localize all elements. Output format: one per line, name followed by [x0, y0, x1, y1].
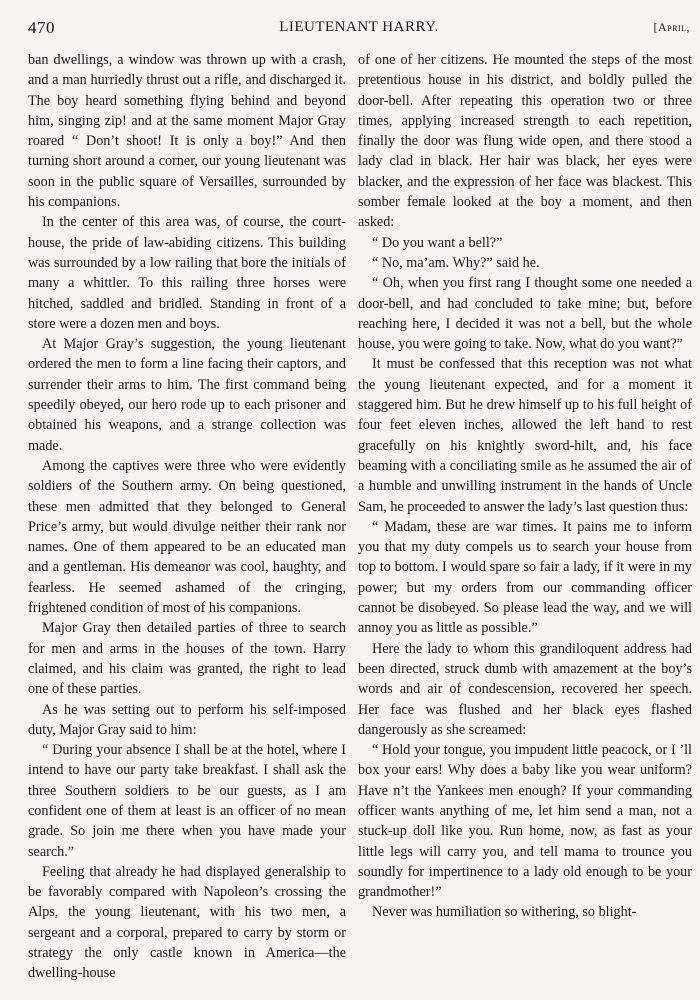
paragraph: Major Gray then detailed parties of three to search for men and arms in the houses of the town. Harry claimed, and his claim was granted, the right to lead one of these parties. [28, 620, 346, 698]
paragraph: As he was setting out to perform his self-imposed duty, Major Gray said to him: [28, 701, 346, 738]
page-number: 470 [28, 18, 55, 37]
issue-month: [April, [653, 20, 690, 34]
paragraph: ban dwellings, a window was thrown up with a crash, and a man hurriedly thrust out a rifle, and discharged it. The boy heard something flying behind and beyond him, singing zip! and at the same moment Major Gray roared “ Don’t shoot! It is only a boy!” And then turning short around a corner, our young lieutenant was soon in the public square of Versailles, surrounded by his companions. [28, 52, 346, 211]
paragraph: Feeling that already he had displayed generalship to be favorably compared with Napoleon’s crossing the Alps, the young lieutenant, with his two men, a sergeant and a corporal, prepared to carry by storm or strategy the only castle known in America—the dwelling-house [28, 863, 346, 982]
running-title: LIEUTENANT HARRY. [279, 19, 439, 35]
paragraph: Never was humiliation so withering, so blight- [372, 904, 637, 921]
paragraph: of one of her citizens. He mounted the steps of the most pretentious house in his district, and boldly pulled the door-bell. After repeating this operation two or three times, applying increased strength to each repetition, finally the door was flung wide open, and there stood a lady clad in black. Her hair was black, her eyes were blacker, and the expression of her face was blackest. This somber female looked at the boy a moment, and then asked: [358, 52, 692, 231]
paragraph: “ No, ma’am. Why?” said he. [372, 254, 540, 271]
paragraph: At Major Gray’s suggestion, the young lieutenant ordered the men to form a line facing their captors, and surrender their arms to him. The first command being speedily obeyed, our hero rode up to each prisoner and obtained his weapons, and a strange collection was made. [28, 336, 346, 454]
paragraph: “ Do you want a bell?” [372, 234, 503, 251]
running-header [28, 18, 690, 44]
paragraph: Among the captives were three who were evidently soldiers of the Southern army. On being questioned, these men admitted that they belonged to General Price’s army, but would divulge neither their rank nor names. One of them appeared to be an educated man and a gentleman. His demeanor was cool, haughty, and fearless. He seemed ashamed of the cringing, frightened condition of most of his companions. [28, 457, 346, 617]
right-column [358, 50, 692, 923]
paragraph: Here the lady to whom this grandiloquent address had been directed, struck dumb with amazement at the boy’s words and air of condescension, recovered her speech. Her face was flushed and her black eyes flashed dangerously as she screamed: [358, 640, 692, 738]
paragraph: “ During your absence I shall be at the hotel, where I intend to have our party take breakfast. I shall ask the three Southern soldiers to be our guests, as I am confident one of them at least is an officer of no mean grade. So join me there when you have made your search.” [28, 742, 346, 860]
paragraph: It must be confessed that this reception was not what the young lieutenant expected, and for a moment it staggered him. But he drew himself up to his full height of four feet eleven inches, allowed the left hand to rest gracefully on his knightly sword-hilt, and, his face beaming with a conciliating smile as he assumed the air of a humble and unwilling instrument in the hands of Uncle Sam, he proceeded to answer the lady’s last question thus: [358, 356, 692, 515]
paragraph: “ Hold your tongue, you impudent little peacock, or I ’ll box your ears! Why does a baby like you wear uniform? Have n’t the Yankees men enough? If your commanding officer wants anything of me, let him send a man, not a stuck-up doll like you. Run home, now, as fast as your little legs will carry you, and tell mama to trounce you soundly for impertinence to a lady old enough to be your grandmother!” [358, 742, 692, 901]
left-column [28, 50, 346, 984]
paragraph: “ Madam, these are war times. It pains me to inform you that my duty compels us to search your house from top to bottom. I would spare so fair a lady, if it were in my power; but my orders from our commanding officer cannot be disobeyed. So please lead the way, and we will annoy you as little as possible.” [358, 518, 692, 637]
paragraph: “ Oh, when you first rang I thought some one needed a door-bell, and had concluded to take mine; but, before reaching here, I decided it was not a bell, but the whole house, you were going to take. Now, what do you want?” [358, 275, 692, 353]
paragraph: In the center of this area was, of course, the court-house, the pride of law-abiding citizens. This building was surrounded by a low railing that bore the initials of many a whittler. To this railing three horses were hitched, saddled and bridled. Standing in front of a store were a dozen men and boys. [28, 214, 346, 332]
